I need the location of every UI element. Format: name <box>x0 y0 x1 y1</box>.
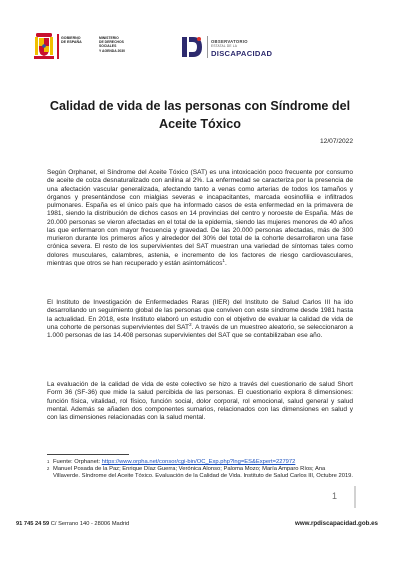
footer-contact <box>16 521 129 527</box>
observatorio-logo <box>180 33 290 61</box>
discapacidad-label: DISCAPACIDAD <box>211 49 273 58</box>
paragraph-iier <box>47 299 353 340</box>
footnote-2-number: 2 <box>47 466 50 472</box>
paragraph-evaluation: La evaluación de la calidad de vida de este colectivo se hizo a través del cuestionario de salud Short Form 36 (SF-36) que mide la salud percibida de las personas. El cuestionario explora 8 dimensiones: función física, vitalidad, rol físico, función social, dolor corporal, rol emocional, salud general y salud mental. Además se añaden dos componentes sumarios, relacionados con las dimensiones en salud y con las dimensiones relacionadas con la salud mental. <box>47 381 353 421</box>
ministry-label: MINISTERIO DE DERECHOS SOCIALES Y AGENDA 2030 <box>99 36 126 53</box>
footer-address: C/ Serrano 140 - 28006 Madrid <box>49 521 130 527</box>
footnote-separator <box>47 454 129 455</box>
observatorio-d-icon <box>180 35 204 59</box>
page-header <box>0 0 400 80</box>
footer-website-link[interactable]: www.rpdiscapacidad.gob.es <box>295 520 378 527</box>
orphanet-link[interactable]: https://www.orpha.net/consor/cgi-bin/OC_Exp.php?lng=ES&Expert=227972 <box>101 459 296 465</box>
footnote-1-label: Fuente: Orphanet: <box>53 459 102 465</box>
document-date: 12/07/2022 <box>319 138 353 145</box>
gobierno-red-bar <box>57 34 59 59</box>
paragraph-intro-text: Según Orphanet, el Síndrome del Aceite Tóxico (SAT) es una intoxicación poco frecuente por consumo de aceite de colza desnaturalizado con anilina al 2%. La enfermedad se caracteriza por la presencia de una afectación vascular generalizada, afectando tanto a venas como arterias de todos los tamaños y órganos y presentándose con mialgias severas e incapacitantes, marcada eosinofilia e infiltrados pulmonares. España es el único país que ha informado casos de esta enfermedad en la primavera de 1981, siendo la distribución de dichos casos en 14 provincias del centro y noroeste de España. Más de 20.000 personas se vieron afectadas en el total de la epidemia, siendo las mujeres menores de 40 años las que enfermaron con mayor frecuencia y gravedad. De las 20.000 personas afectadas, más de 300 murieron durante los primeros años y alrededor del 30% del total de la cohorte desarrollaron una fase crónica severa. El resto de los supervivientes del SAT muestran una variedad de síntomas tales como dolores musculares, calambres, astenia, e incremento de los factores de riesgo cardiovasculares, mientras que otros se han recuperado y están asintomáticos <box>47 169 353 267</box>
footer-phone: 91 745 24 59 <box>16 521 50 527</box>
paragraph-iier-text-b: . A través de un muestreo aleatorio, se seleccionaron a 1.000 personas de las 14.408 personas supervivientes del SAT que se contabilizaban ese año. <box>47 323 353 339</box>
page-number: 1 <box>332 491 338 501</box>
footnotes <box>47 459 353 480</box>
footnote-ref-1[interactable]: 1 <box>222 257 225 263</box>
observatorio-sublabel: ESTATAL DE LA <box>211 44 238 48</box>
page-number-bar <box>354 486 356 508</box>
page-title: Calidad de vida de las personas con Síndrome del Aceite Tóxico <box>49 99 351 131</box>
footnote-ref-2[interactable]: 2 <box>189 321 192 327</box>
footnote-2 <box>47 466 353 480</box>
observatorio-divider <box>207 36 208 58</box>
gobierno-logo <box>34 33 126 61</box>
observatorio-label: OBSERVATORIO <box>211 39 248 44</box>
paragraph-intro-end: . <box>224 259 227 267</box>
footnote-2-text: Manuel Posada de la Paz; Enrique Díaz Guerra; Verónica Alonso; Paloma Mozo; María Amparo Ríos; Ana Villaverde. Síndrome del Aceite Tóxico. Evaluación de la Calidad de Vida. Instituto de Salud Carlos III, Octubre 2019. <box>53 466 354 480</box>
paragraph-iier-text-a: El Instituto de Investigación de Enfermedades Raras (IIER) del Instituto de Salud Carlos III ha ido desarrollando un seguimiento global de las personas que conviven con este síndrome desde 1981 hasta la actualidad. En 2018, este Instituto elaboró un estudio con el objetivo de evaluar la calidad de vida de una cohorte de personas supervivientes del SAT <box>47 299 353 331</box>
footnote-1 <box>47 459 353 466</box>
spain-coat-of-arms-icon <box>34 33 54 60</box>
paragraph-intro <box>47 169 353 268</box>
gobierno-label: GOBIERNO DE ESPAÑA <box>61 36 82 45</box>
footnote-1-number: 1 <box>47 459 50 464</box>
